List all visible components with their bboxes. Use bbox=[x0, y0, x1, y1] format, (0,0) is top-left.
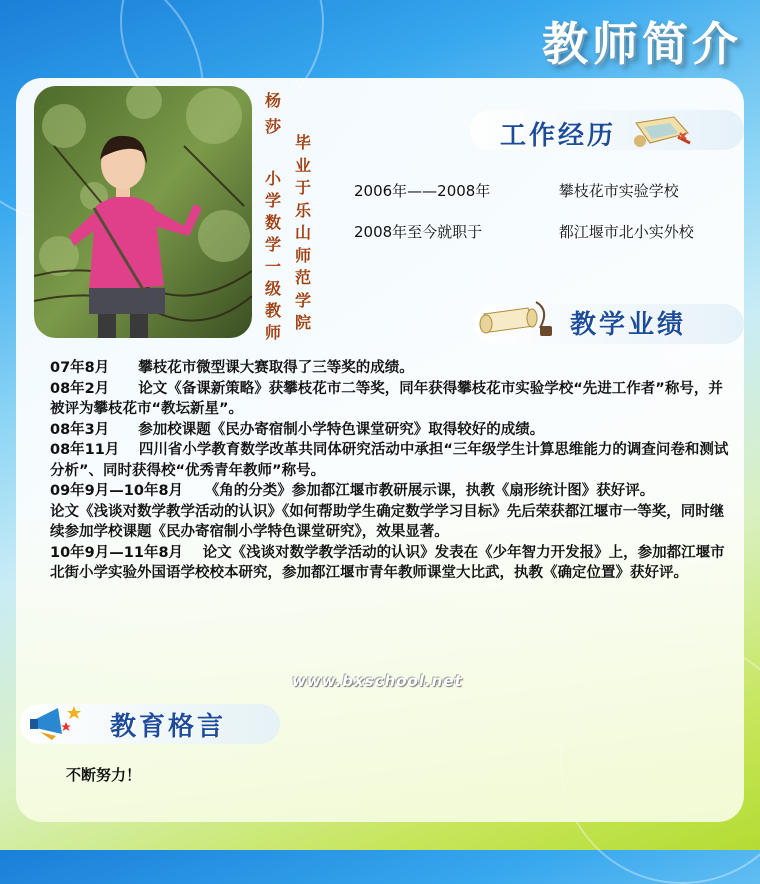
achievement-list bbox=[50, 358, 736, 584]
scroll-map-icon bbox=[630, 113, 694, 153]
achievement-item: 08年11月 四川省小学教育数学改革共同体研究活动中承担“三年级学生计算思维能力的调查问卷和测试分析”、同时获得校“优秀青年教师”称号。 bbox=[50, 442, 729, 479]
motto-text: 不断努力！ bbox=[66, 766, 142, 784]
achievement-item: 08年3月 参加校课题《民办寄宿制小学特色课堂研究》取得较好的成绩。 bbox=[50, 421, 545, 438]
watermark: www.bxschool.net bbox=[292, 672, 463, 690]
megaphone-stars-icon bbox=[26, 700, 92, 748]
achievement-item: 09年9月—10年8月 《角的分类》参加都江堰市教研展示课，执教《扇形统计图》获好评。 bbox=[50, 483, 655, 499]
job-row bbox=[354, 180, 679, 201]
job-place: 都江堰市北小实外校 bbox=[558, 223, 694, 241]
job-period: 2006年——2008年 bbox=[354, 182, 491, 200]
job-period: 2008年至今就职于 bbox=[354, 223, 483, 241]
teacher-graduation: 毕业于乐山师范学院 bbox=[294, 133, 311, 332]
achievement-item: 论文《浅谈对数学教学活动的认识》《如何帮助学生确定数学学习目标》先后荣获都江堰市一等奖，同时继续参加学校课题《民办寄宿制小学特色课堂研究》，效果显著。 bbox=[50, 503, 725, 540]
achievement-item: 08年2月 论文《备课新策略》获攀枝花市二等奖，同年获得攀枝花市实验学校“先进工作者”称号，并被评为攀枝花市“教坛新星”。 bbox=[50, 380, 723, 417]
teacher-photo bbox=[34, 86, 252, 338]
scroll-quill-icon bbox=[478, 300, 558, 344]
page-title: 教师简介 bbox=[542, 17, 742, 71]
work-heading bbox=[500, 113, 694, 153]
motto-heading-label: 教育格言 bbox=[110, 711, 227, 742]
motto-heading bbox=[26, 700, 226, 748]
work-heading-label: 工作经历 bbox=[500, 120, 617, 151]
achievement-item: 07年8月 攀枝花市微型课大赛取得了三等奖的成绩。 bbox=[50, 360, 414, 376]
achievement-item: 10年9月—11年8月 论文《浅谈对数学教学活动的认识》发表在《少年智力开发报》上，参加都江堰市北街小学实验外国语学校校本研究，参加都江堰市青年教师课堂大比武，执教《确定位置》获好评。 bbox=[50, 544, 725, 581]
job-row bbox=[354, 221, 694, 242]
teacher-name: 杨莎 bbox=[264, 91, 281, 136]
achievement-heading bbox=[478, 300, 686, 344]
teacher-title: 小学数学一级教师 bbox=[264, 169, 281, 342]
job-place: 攀枝花市实验学校 bbox=[558, 182, 679, 200]
achievement-heading-label: 教学业绩 bbox=[570, 309, 687, 340]
